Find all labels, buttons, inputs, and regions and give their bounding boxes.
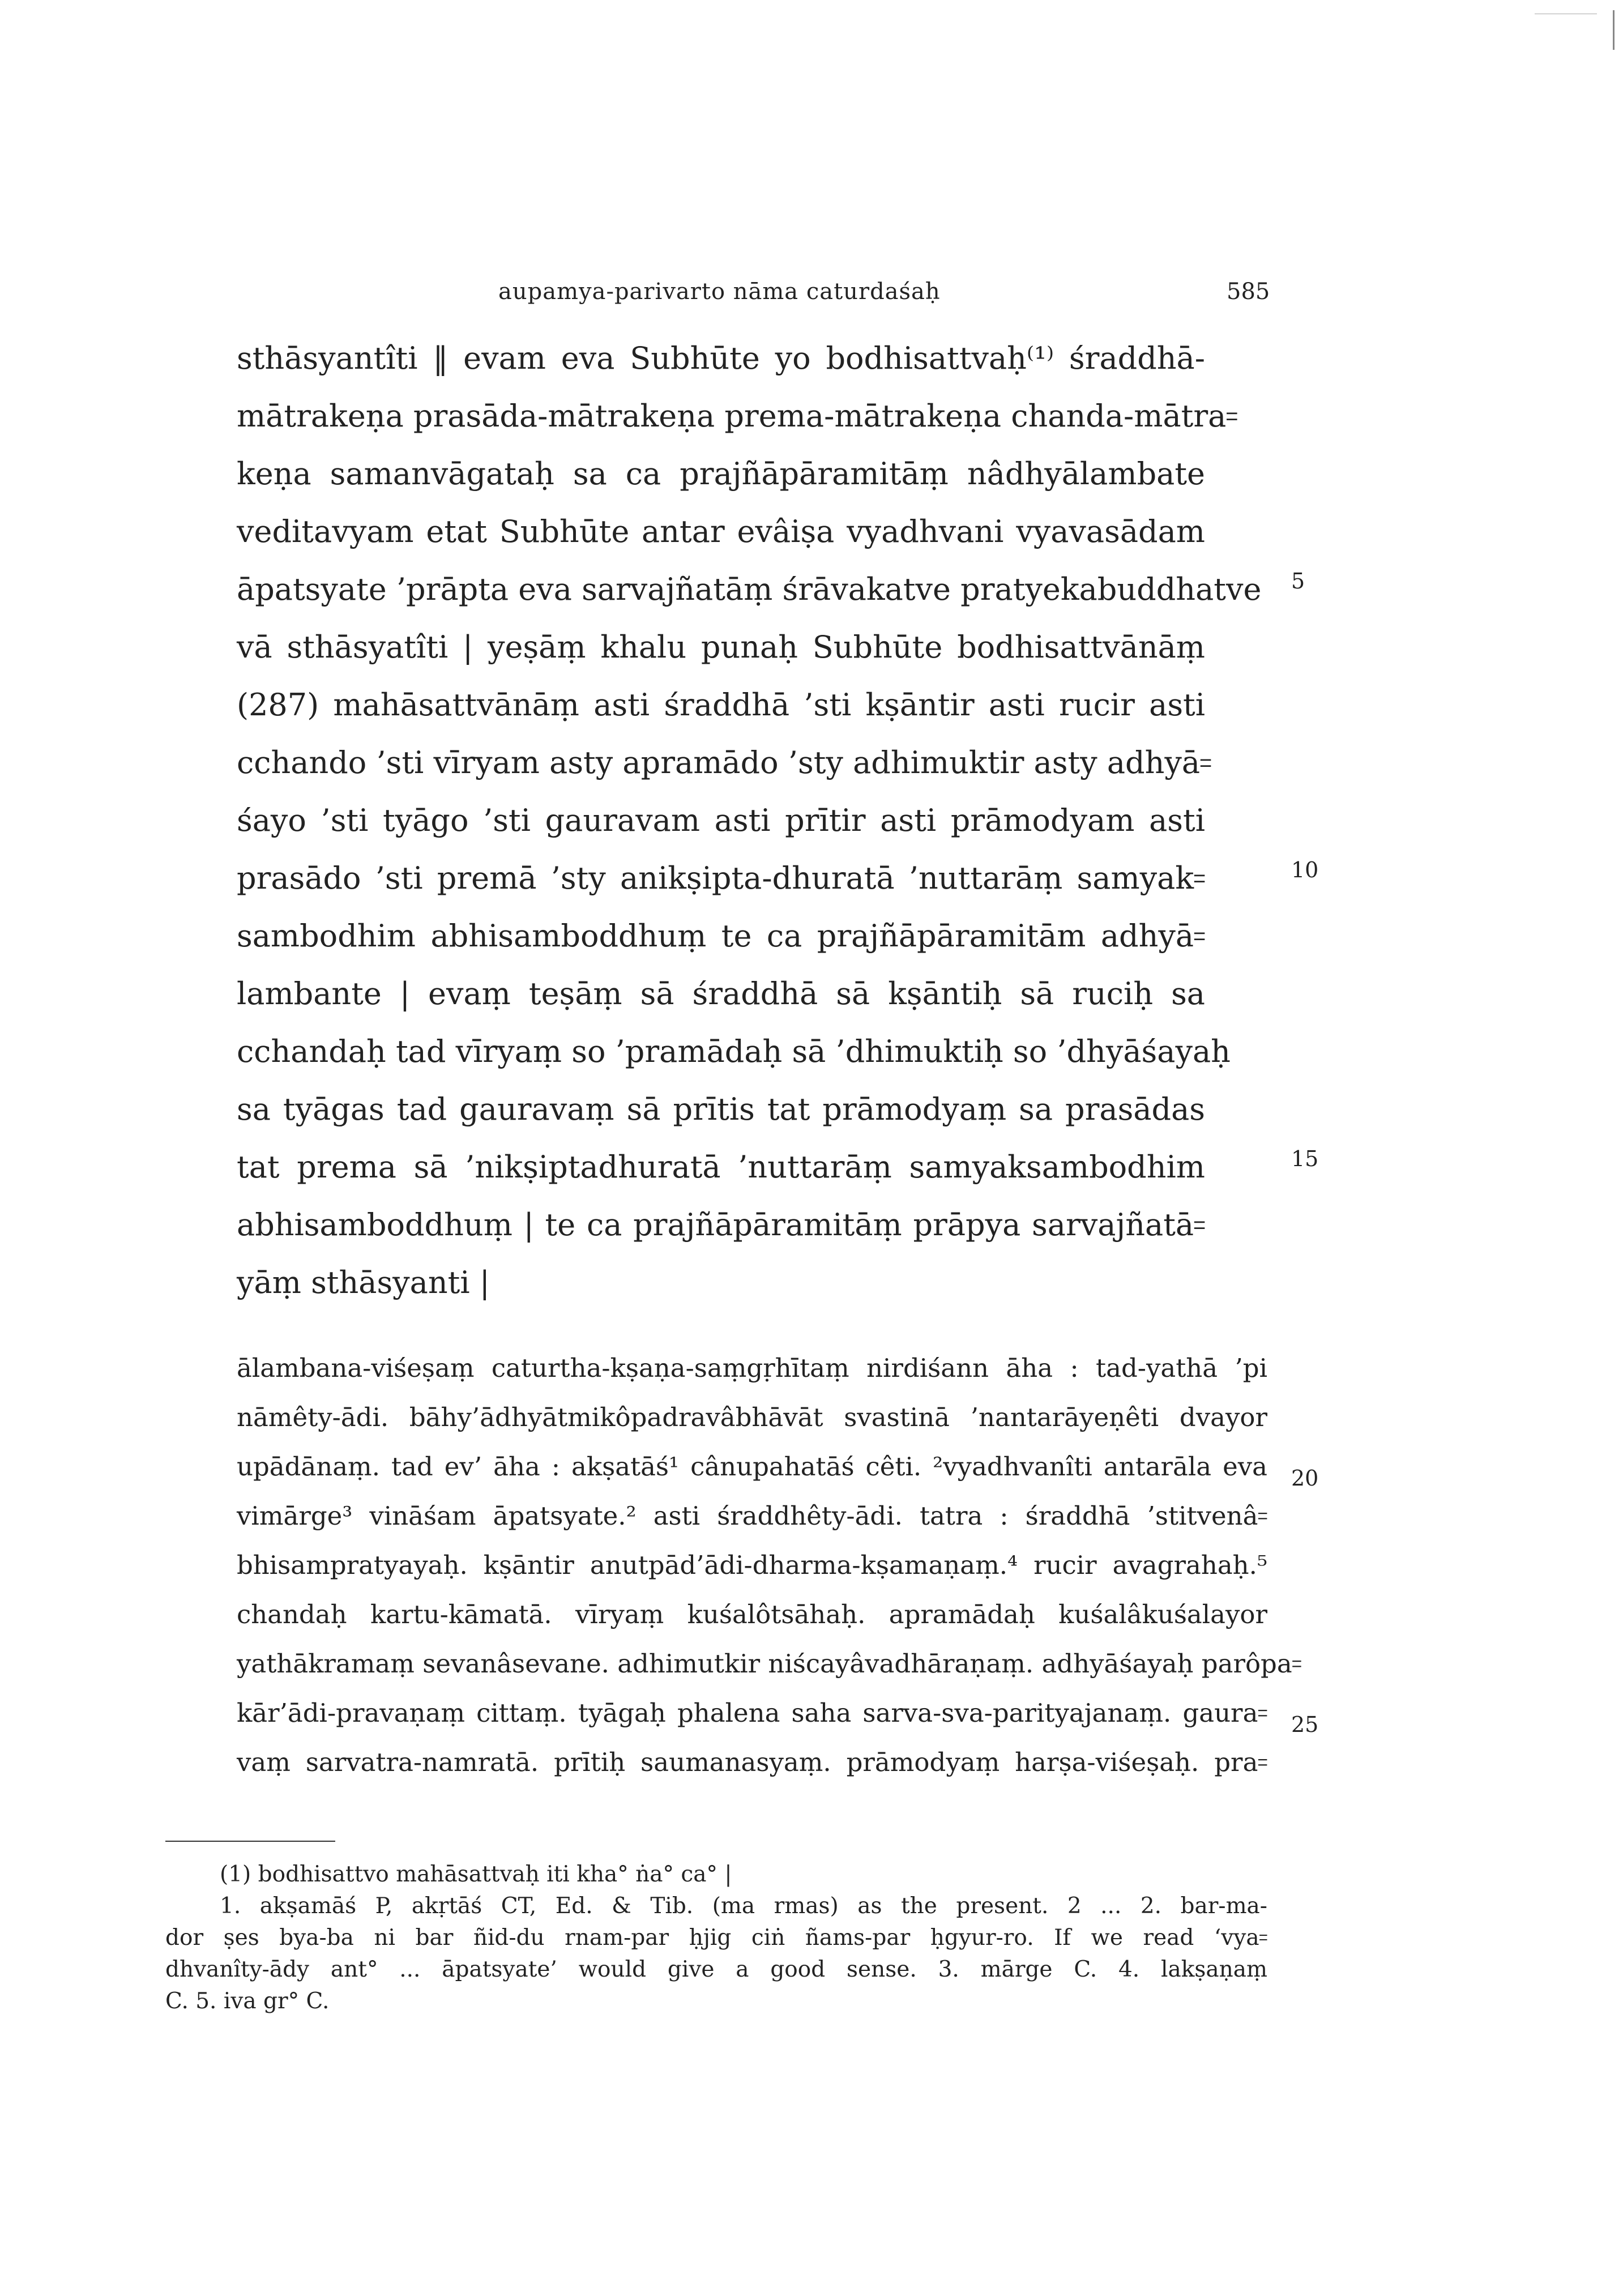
main-text-line: mātrakeṇa prasāda-mātrakeṇa prema-mātrakeṇa chanda-mātra꞊ bbox=[237, 398, 1238, 434]
commentary-line: ālambana-viśeṣaṃ caturtha-kṣaṇa-saṃgṛhītaṃ nirdiśann āha : tad-yathā ’pi bbox=[237, 1353, 1267, 1383]
page-number: 585 bbox=[1227, 279, 1270, 305]
commentary-line: upādānaṃ. tad ev’ āha : akṣatāś¹ cânupahatāś cêti. ²vyadhvanîti antarāla eva bbox=[237, 1452, 1267, 1482]
running-head: aupamya-parivarto nāma caturdaśaḥ bbox=[498, 279, 941, 305]
main-text-line: (287) mahāsattvānāṃ asti śraddhā ’sti kṣāntir asti rucir asti bbox=[237, 687, 1205, 723]
main-text-line: āpatsyate ’prāpta eva sarvajñatāṃ śrāvakatve pratyekabuddhatve bbox=[237, 571, 1262, 607]
commentary-line: kār’ādi-pravaṇaṃ cittaṃ. tyāgaḥ phalena saha sarva-sva-parityajanaṃ. gaura꞊ bbox=[237, 1698, 1267, 1728]
main-text-line: sambodhim abhisamboddhuṃ te ca prajñāpāramitām adhyā꞊ bbox=[237, 918, 1205, 954]
commentary-line: bhisampratyayaḥ. kṣāntir anutpād’ādi-dharma-kṣamaṇaṃ.⁴ rucir avagrahaḥ.⁵ bbox=[237, 1550, 1267, 1580]
main-text-line: prasādo ’sti premā ’sty anikṣipta-dhuratā ’nuttarāṃ samyak꞊ bbox=[237, 860, 1205, 896]
main-text-line: śayo ’sti tyāgo ’sti gauravam asti prītir asti prāmodyam asti bbox=[237, 803, 1205, 838]
commentary-block bbox=[237, 1343, 1302, 1787]
main-text-line: tat prema sā ’nikṣiptadhuratā ’nuttarāṃ samyaksambodhim bbox=[237, 1149, 1205, 1185]
commentary-line: vaṃ sarvatra-namratā. prītiḥ saumanasyaṃ. prāmodyaṃ harṣa-viśeṣaḥ. pra꞊ bbox=[237, 1747, 1267, 1777]
footnote-rule bbox=[165, 1841, 335, 1842]
footnote-line: C. 5. iva gr° C. bbox=[165, 1988, 330, 2014]
main-text-line: abhisamboddhuṃ | te ca prajñāpāramitāṃ prāpya sarvajñatā꞊ bbox=[237, 1207, 1205, 1243]
line-number: 10 bbox=[1291, 857, 1319, 882]
main-text-line: sthāsyantîti ‖ evam eva Subhūte yo bodhisattvaḥ⁽¹⁾ śraddhā- bbox=[237, 340, 1205, 376]
line-number-margin bbox=[1291, 0, 1359, 2296]
main-text-line: lambante | evaṃ teṣāṃ sā śraddhā sā kṣāntiḥ sā ruciḥ sa bbox=[237, 976, 1205, 1012]
footnote-line: (1) bodhisattvo mahāsattvaḥ iti kha° ṅa° ca° | bbox=[220, 1862, 732, 1887]
commentary-line: chandaḥ kartu-kāmatā. vīryaṃ kuśalôtsāhaḥ. apramādaḥ kuśalâkuśalayor bbox=[237, 1599, 1267, 1629]
main-text-line: sa tyāgas tad gauravaṃ sā prītis tat prāmodyaṃ sa prasādas bbox=[237, 1091, 1205, 1127]
line-number: 15 bbox=[1291, 1146, 1319, 1171]
commentary-line: vimārge³ vināśam āpatsyate.² asti śraddhêty-ādi. tatra : śraddhā ’stitvenâ꞊ bbox=[237, 1501, 1267, 1531]
commentary-line: nāmêty-ādi. bāhy’ādhyātmikôpadravâbhāvāt svastinā ’nantarāyeṇêti dvayor bbox=[237, 1402, 1267, 1432]
line-number: 20 bbox=[1291, 1466, 1319, 1491]
line-number: 25 bbox=[1291, 1712, 1319, 1737]
commentary-line: yathākramaṃ sevanâsevane. adhimutkir niścayâvadhāraṇaṃ. adhyāśayaḥ parôpa꞊ bbox=[237, 1649, 1302, 1679]
main-text-line: cchandaḥ tad vīryaṃ so ’pramādaḥ sā ’dhimuktiḥ so ’dhyāśayaḥ bbox=[237, 1034, 1231, 1069]
main-text-line: keṇa samanvāgataḥ sa ca prajñāpāramitāṃ nâdhyālambate bbox=[237, 456, 1205, 492]
main-text-line: veditavyam etat Subhūte antar evâiṣa vyadhvani vyavasādam bbox=[237, 514, 1205, 549]
footnote-line: dhvanîty-ādy ant° ... āpatsyate’ would give a good sense. 3. mārge C. 4. lakṣaṇaṃ bbox=[165, 1957, 1267, 1982]
footnotes-block bbox=[165, 1859, 1267, 2017]
footnote-line: 1. akṣamāś P, akṛtāś CT, Ed. & Tib. (ma rmas) as the present. 2 ... 2. bar-ma- bbox=[220, 1893, 1267, 1919]
main-text-block bbox=[237, 330, 1262, 1312]
main-text-line: cchando ’sti vīryam asty apramādo ’sty adhimuktir asty adhyā꞊ bbox=[237, 745, 1211, 780]
main-text-line: vā sthāsyatîti | yeṣāṃ khalu punaḥ Subhūte bodhisattvānāṃ bbox=[237, 629, 1205, 665]
footnote-line: dor ṣes bya-ba ni bar ñid-du rnam-par ḥjig ciṅ ñams-par ḥgyur-ro. If we read ‘vya꞊ bbox=[165, 1925, 1267, 1951]
main-text-line: yāṃ sthāsyanti | bbox=[237, 1265, 490, 1300]
scan-edge-mark bbox=[1613, 10, 1615, 50]
line-number: 5 bbox=[1291, 569, 1305, 594]
